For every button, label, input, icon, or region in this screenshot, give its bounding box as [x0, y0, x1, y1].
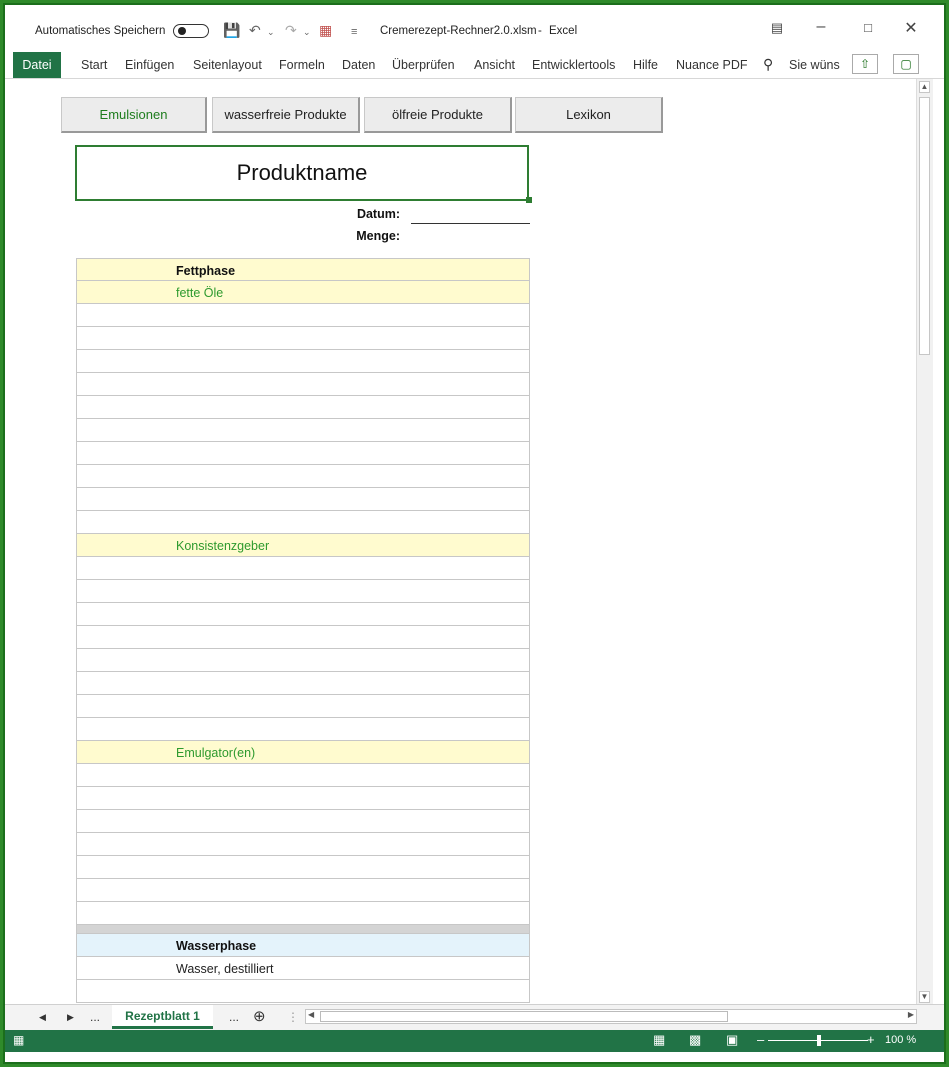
recipe-table	[76, 258, 530, 1003]
lexikon-button[interactable]: Lexikon	[515, 97, 663, 133]
fettphase-heading: Fettphase	[176, 264, 236, 278]
tab-start[interactable]: Start	[81, 58, 108, 72]
table-row[interactable]	[76, 672, 530, 695]
autosave-label: Automatisches Speichern	[35, 25, 166, 37]
tab-ueberpruefen[interactable]: Überprüfen	[392, 58, 455, 72]
table-row[interactable]	[76, 980, 530, 1003]
konsistenzgeber-label: Konsistenzgeber	[176, 539, 270, 553]
macro-record-icon[interactable]: ▦	[13, 1033, 25, 1047]
tab-datei[interactable]: Datei	[13, 52, 61, 78]
table-row[interactable]	[76, 534, 530, 557]
table-row[interactable]	[76, 603, 530, 626]
next-sheet-icon[interactable]: ▶	[67, 1012, 74, 1022]
redo-dropdown-icon[interactable]: ⌄	[303, 27, 311, 37]
table-row[interactable]	[76, 741, 530, 764]
table-row[interactable]	[76, 695, 530, 718]
scroll-left-icon[interactable]: ◀	[308, 1010, 315, 1019]
add-sheet-icon[interactable]: ⊕	[253, 1008, 266, 1025]
fill-handle[interactable]	[526, 197, 532, 203]
horizontal-scrollbar[interactable]	[305, 1009, 917, 1024]
tab-formeln[interactable]: Formeln	[279, 58, 325, 72]
table-row[interactable]	[76, 511, 530, 534]
tab-daten[interactable]: Daten	[342, 58, 376, 72]
undo-icon[interactable]: ↶	[249, 22, 261, 38]
scroll-right-icon[interactable]: ▶	[907, 1010, 914, 1019]
wasserfreie-produkte-button[interactable]: wasserfreie Produkte	[212, 97, 360, 133]
title-separator: -	[538, 25, 542, 37]
amount-label: Menge:	[356, 229, 400, 243]
scroll-down-icon[interactable]: ▼	[920, 992, 929, 1001]
minimize-icon[interactable]: –	[816, 18, 826, 35]
sheets-ellipsis-right[interactable]: ...	[229, 1010, 240, 1024]
redo-icon[interactable]: ↷	[285, 22, 297, 38]
table-row[interactable]	[76, 327, 530, 350]
table-row[interactable]	[76, 787, 530, 810]
table-row[interactable]	[76, 718, 530, 741]
table-row[interactable]	[76, 764, 530, 787]
normal-view-icon[interactable]: ▦	[653, 1032, 666, 1047]
comments-icon[interactable]: ▢	[893, 54, 919, 74]
zoom-slider-thumb[interactable]	[817, 1035, 821, 1046]
excel-window	[3, 3, 946, 1064]
oelfreie-produkte-button[interactable]: ölfreie Produkte	[364, 97, 512, 133]
close-icon[interactable]: ✕	[904, 20, 918, 37]
share-icon[interactable]: ⇧	[852, 54, 878, 74]
table-row[interactable]	[76, 626, 530, 649]
tab-hilfe[interactable]: Hilfe	[633, 58, 659, 72]
table-row[interactable]	[76, 419, 530, 442]
table-row[interactable]	[76, 557, 530, 580]
vertical-scroll-thumb[interactable]	[919, 97, 930, 355]
zoom-level[interactable]: 100 %	[885, 1034, 917, 1046]
horizontal-scroll-thumb[interactable]	[320, 1011, 728, 1022]
ribbon-display-icon[interactable]: ▤	[770, 20, 784, 35]
status-bar	[5, 1030, 944, 1052]
search-icon[interactable]: ⚲	[763, 56, 774, 72]
table-row[interactable]	[76, 879, 530, 902]
tab-split-handle-icon[interactable]: ⋮	[287, 1010, 299, 1024]
customize-toolbar-icon[interactable]: ≡	[351, 26, 358, 38]
sheet-tab-rezeptblatt-1[interactable]: Rezeptblatt 1	[112, 1005, 213, 1029]
table-row[interactable]	[76, 281, 530, 304]
tab-nuance-pdf[interactable]: Nuance PDF	[676, 58, 748, 72]
table-row[interactable]	[76, 442, 530, 465]
tab-entwicklertools[interactable]: Entwicklertools	[532, 58, 616, 72]
section-divider	[76, 925, 530, 934]
table-row[interactable]	[76, 350, 530, 373]
maximize-icon[interactable]: □	[864, 20, 872, 35]
wasserphase-heading: Wasserphase	[176, 939, 257, 953]
emulsionen-button[interactable]: Emulsionen	[61, 97, 207, 133]
table-row[interactable]	[76, 957, 530, 980]
table-row[interactable]	[76, 810, 530, 833]
table-row[interactable]	[76, 934, 530, 957]
search-input[interactable]: Sie wüns	[789, 58, 840, 72]
undo-dropdown-icon[interactable]: ⌄	[267, 27, 275, 37]
scroll-up-icon[interactable]: ▲	[920, 82, 929, 91]
tab-ansicht[interactable]: Ansicht	[474, 58, 515, 72]
page-layout-view-icon[interactable]: ▩	[689, 1032, 702, 1047]
prev-sheet-icon[interactable]: ◀	[39, 1012, 46, 1022]
title-bar	[5, 5, 944, 50]
product-name-cell[interactable]: Produktname	[75, 145, 529, 201]
tab-seitenlayout[interactable]: Seitenlayout	[193, 58, 262, 72]
file-name: Cremerezept-Rechner2.0.xlsm	[380, 25, 537, 37]
save-icon[interactable]: 💾	[223, 22, 241, 38]
date-label: Datum:	[356, 207, 400, 221]
table-row[interactable]	[76, 258, 530, 281]
table-row[interactable]	[76, 649, 530, 672]
zoom-in-icon[interactable]: +	[867, 1032, 875, 1047]
table-row[interactable]	[76, 465, 530, 488]
table-row[interactable]	[76, 580, 530, 603]
table-row[interactable]	[76, 396, 530, 419]
sheets-ellipsis-left[interactable]: ...	[90, 1010, 101, 1024]
table-row[interactable]	[76, 902, 530, 925]
page-break-view-icon[interactable]: ▣	[726, 1032, 739, 1047]
autosave-toggle[interactable]	[173, 24, 209, 38]
table-row[interactable]	[76, 304, 530, 327]
table-row[interactable]	[76, 833, 530, 856]
print-preview-icon[interactable]: ▦	[319, 22, 333, 38]
table-row[interactable]	[76, 373, 530, 396]
worksheet[interactable]	[15, 79, 913, 1003]
zoom-out-icon[interactable]: –	[757, 1032, 765, 1047]
fette-oele-label: fette Öle	[176, 286, 224, 300]
tab-einfuegen[interactable]: Einfügen	[125, 58, 175, 72]
ribbon-tabs	[5, 50, 944, 79]
sheet-tabs-bar	[5, 1004, 944, 1030]
table-row[interactable]	[76, 488, 530, 511]
wasser-label: Wasser, destilliert	[176, 962, 274, 976]
vertical-scrollbar[interactable]	[916, 79, 933, 1005]
table-row[interactable]	[76, 856, 530, 879]
date-input[interactable]	[411, 223, 530, 224]
emulgatoren-label: Emulgator(en)	[176, 746, 256, 760]
app-name: Excel	[549, 25, 578, 37]
